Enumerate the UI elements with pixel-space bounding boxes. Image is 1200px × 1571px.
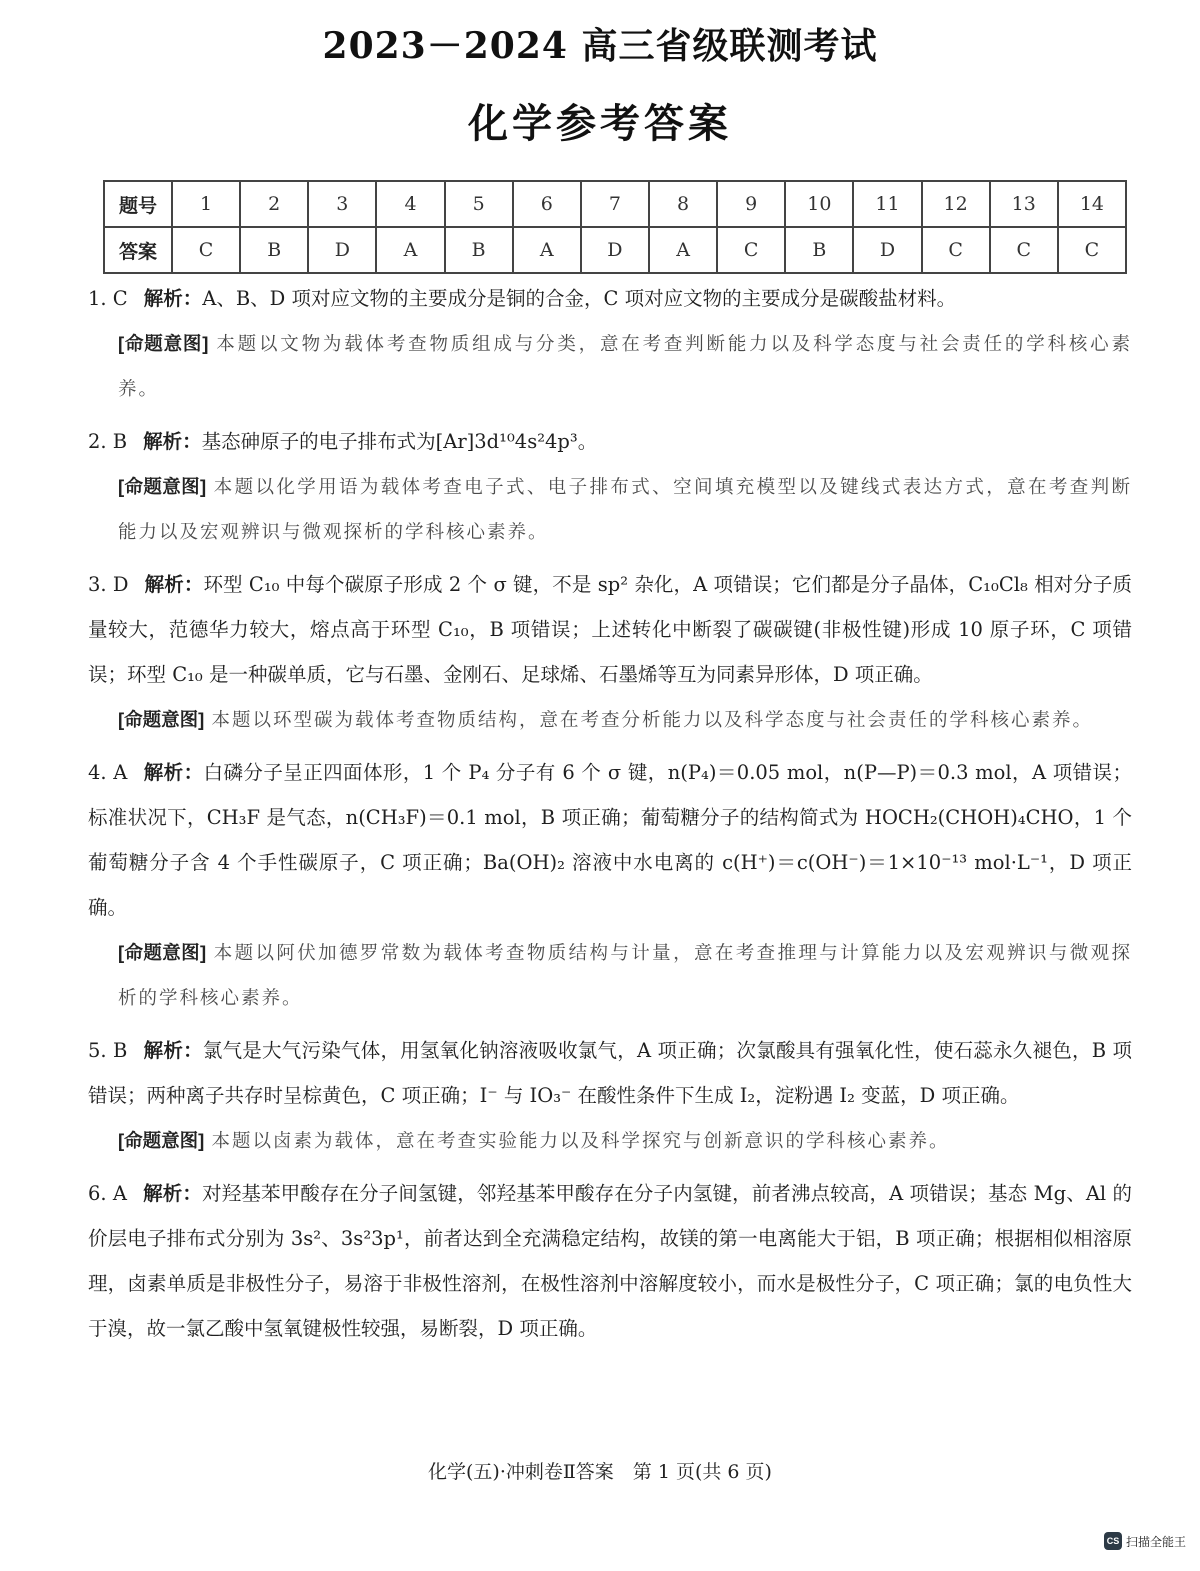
- question-number: 8: [649, 181, 717, 227]
- intent-note: [118, 930, 1132, 1020]
- question-explanation: [88, 562, 1132, 697]
- intent-text: 本题以文物为载体考查物质组成与分类，意在考查判断能力以及科学态度与社会责任的学科核心素养。: [118, 333, 1132, 399]
- question-number: 12: [922, 181, 990, 227]
- question-number: 4: [376, 181, 444, 227]
- page-footer: 化学(五)·冲刺卷Ⅱ答案 第 1 页(共 6 页): [428, 1461, 772, 1483]
- analysis-label: 解析：: [143, 287, 203, 310]
- answer-cell: B: [445, 227, 513, 273]
- intent-label: [命题意图]: [118, 476, 207, 497]
- question-number: 11: [853, 181, 921, 227]
- intent-label: [命题意图]: [118, 333, 209, 354]
- intent-text: 本题以环型碳为载体考查物质结构，意在考查分析能力以及科学态度与社会责任的学科核心素养。: [211, 709, 1093, 730]
- answer-cell: A: [649, 227, 717, 273]
- analysis-label: 解析：: [143, 761, 204, 784]
- question-number: 5: [445, 181, 513, 227]
- analysis-label: 解析：: [143, 430, 202, 453]
- answer-cell: A: [376, 227, 444, 273]
- exam-title: 2023－2024 高三省级联测考试: [322, 25, 878, 67]
- intent-text: 本题以化学用语为载体考查电子式、电子排布式、空间填充模型以及键线式表达方式，意在考查判断能力以及宏观辨识与微观探析的学科核心素养。: [118, 476, 1133, 542]
- question-number: 10: [785, 181, 853, 227]
- answer-cell: C: [922, 227, 990, 273]
- question-number: 9: [717, 181, 785, 227]
- question-number: 14: [1058, 181, 1126, 227]
- intent-text: 本题以卤素为载体，意在考查实验能力以及科学探究与创新意识的学科核心素养。: [211, 1130, 950, 1151]
- answer-cell: C: [172, 227, 240, 273]
- question-answer: 6. A: [88, 1182, 128, 1205]
- answer-row-header: 答案: [104, 227, 172, 273]
- question-number: 7: [581, 181, 649, 227]
- answer-cell: B: [240, 227, 308, 273]
- explanations: [88, 276, 1132, 1351]
- intent-label: [命题意图]: [118, 942, 207, 963]
- analysis-label: 解析：: [144, 573, 204, 596]
- scanner-name: 扫描全能王: [1126, 1534, 1187, 1549]
- analysis-label: 解析：: [143, 1039, 203, 1062]
- answer-cell: D: [581, 227, 649, 273]
- question-answer: 1. C: [88, 287, 128, 310]
- analysis-text: 白磷分子呈正四面体形，1 个 P₄ 分子有 6 个 σ 键，n(P₄)＝0.05 mol，n(P—P)＝0.3 mol，A 项错误；标准状况下，CH₃F 是气态，n(CH₃F)＝0.1 mol，B 项正确；葡萄糖分子的结构简式为 HOCH₂(CHOH)₄CHO，1 个葡萄糖分子含 4 个手性碳原子，C 项正确；Ba(OH)₂ 溶液中水电离的 c(H⁺)＝c(OH⁻)＝1×10⁻¹³ mol·L⁻¹，D 项正确。: [88, 761, 1132, 919]
- question-answer: 5. B: [88, 1039, 128, 1062]
- scanner-watermark: [1104, 1532, 1186, 1550]
- question-number: 6: [513, 181, 581, 227]
- page-title: 化学参考答案: [468, 100, 732, 147]
- question-explanation: [88, 419, 1132, 464]
- question-explanation: [88, 1171, 1132, 1351]
- intent-note: [118, 1118, 1132, 1163]
- answer-table: [103, 180, 1127, 274]
- analysis-text: A、B、D 项对应文物的主要成分是铜的合金，C 项对应文物的主要成分是碳酸盐材料。: [202, 287, 957, 310]
- question-number: 2: [240, 181, 308, 227]
- analysis-label: 解析：: [143, 1182, 203, 1205]
- question-answer: 2. B: [88, 430, 128, 453]
- analysis-text: 对羟基苯甲酸存在分子间氢键，邻羟基苯甲酸存在分子内氢键，前者沸点较高，A 项错误；基态 Mg、Al 的价层电子排布式分别为 3s²、3s²3p¹，前者达到全充满稳定结构，故镁的第一电离能大于铝，B 项正确；根据相似相溶原理，卤素单质是非极性分子，易溶于非极性溶剂，在极性溶剂中溶解度较小，而水是极性分子，C 项正确；氯的电负性大于溴，故一氯乙酸中氢氧键极性较强，易断裂，D 项正确。: [88, 1182, 1132, 1340]
- intent-label: [命题意图]: [118, 709, 205, 730]
- answer-cell: B: [785, 227, 853, 273]
- answer-cell: D: [308, 227, 376, 273]
- intent-note: [118, 464, 1132, 554]
- answer-cell: D: [853, 227, 921, 273]
- number-row: [104, 181, 1126, 227]
- intent-note: [118, 697, 1132, 742]
- question-number: 3: [308, 181, 376, 227]
- analysis-text: 氯气是大气污染气体，用氢氧化钠溶液吸收氯气，A 项正确；次氯酸具有强氧化性，使石蕊永久褪色，B 项错误；两种离子共存时呈棕黄色，C 项正确；I⁻ 与 IO₃⁻ 在酸性条件下生成 I₂，淀粉遇 I₂ 变蓝，D 项正确。: [88, 1039, 1132, 1107]
- question-number: 13: [990, 181, 1058, 227]
- answer-row: [104, 227, 1126, 273]
- answer-cell: C: [990, 227, 1058, 273]
- analysis-text: 基态砷原子的电子排布式为[Ar]3d¹⁰4s²4p³。: [201, 430, 598, 453]
- number-row-header: 题号: [104, 181, 172, 227]
- answer-cell: C: [1058, 227, 1126, 273]
- question-explanation: [88, 276, 1132, 321]
- question-answer: 4. A: [88, 761, 128, 784]
- answer-cell: C: [717, 227, 785, 273]
- intent-note: [118, 321, 1132, 411]
- cs-logo-icon: CS: [1104, 1532, 1122, 1550]
- analysis-text: 环型 C₁₀ 中每个碳原子形成 2 个 σ 键，不是 sp² 杂化，A 项错误；它们都是分子晶体，C₁₀Cl₈ 相对分子质量较大，范德华力较大，熔点高于环型 C₁₀，B 项错误；上述转化中断裂了碳碳键(非极性键)形成 10 原子环，C 项错误；环型 C₁₀ 是一种碳单质，它与石墨、金刚石、足球烯、石墨烯等互为同素异形体，D 项正确。: [88, 573, 1132, 686]
- question-number: 1: [172, 181, 240, 227]
- question-explanation: [88, 1028, 1132, 1118]
- answer-cell: A: [513, 227, 581, 273]
- question-explanation: [88, 750, 1132, 930]
- question-answer: 3. D: [88, 573, 129, 596]
- intent-text: 本题以阿伏加德罗常数为载体考查物质结构与计量，意在考查推理与计算能力以及宏观辨识与微观探析的学科核心素养。: [118, 942, 1133, 1008]
- intent-label: [命题意图]: [118, 1130, 205, 1151]
